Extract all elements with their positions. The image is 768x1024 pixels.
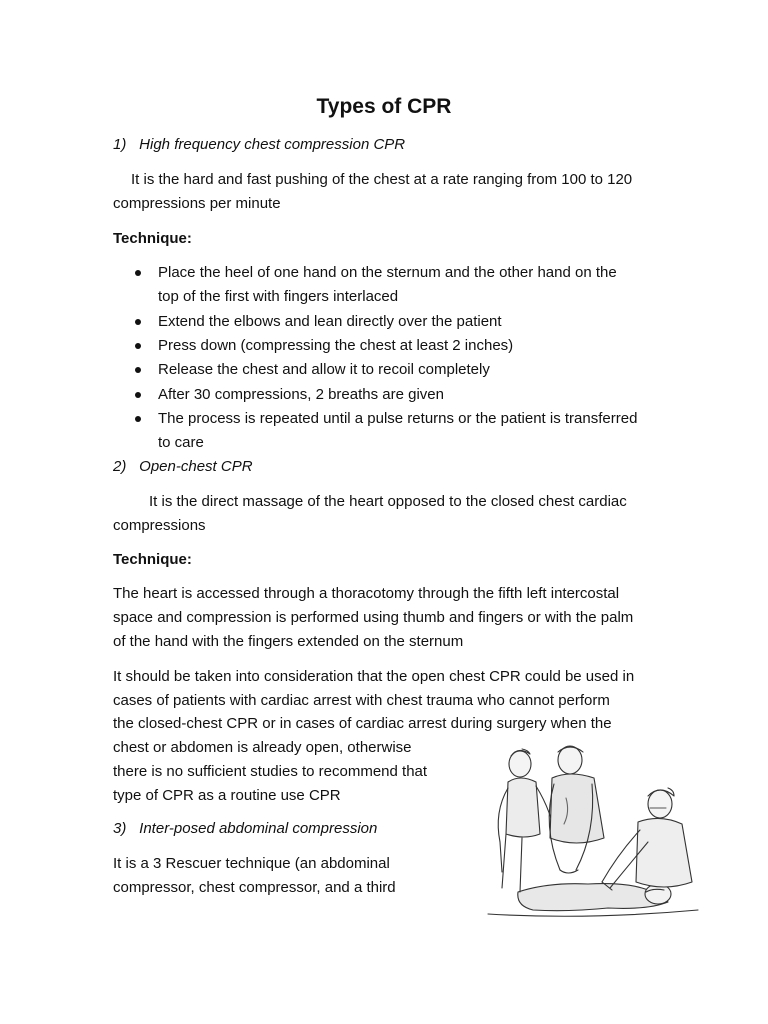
bullet-3-line-1: Press down (compressing the chest at least 2 inches) — [158, 337, 514, 354]
section-3-para-line-1: It is a 3 Rescuer technique (an abdominal — [113, 855, 390, 872]
section-2-para-line-2: compressions — [113, 517, 206, 534]
section-2-consideration-line-5: there is no sufficient studies to recommend that — [113, 763, 428, 780]
section-2-consideration-line-4: chest or abdomen is already open, otherwise — [113, 739, 412, 756]
section-2-technique-label: Technique: — [113, 551, 192, 568]
section-2-consideration-line-6: type of CPR as a routine use CPR — [113, 787, 341, 804]
section-1-heading — [113, 136, 405, 153]
section-2-consideration-line-2: cases of patients with cardiac arrest with chest trauma who cannot perform — [113, 692, 610, 709]
bullet-4-line-1: Release the chest and allow it to recoil completely — [158, 361, 490, 378]
bullet-icon — [135, 343, 141, 349]
section-3-number: 3) — [113, 820, 127, 837]
section-2-heading — [113, 458, 253, 475]
section-2-consideration-line-1: It should be taken into consideration that the open chest CPR could be used in — [113, 668, 635, 685]
bullet-2-line-1: Extend the elbows and lean directly over the patient — [158, 313, 502, 330]
section-1-technique-label: Technique: — [113, 230, 192, 247]
section-2-para-line-1: It is the direct massage of the heart opposed to the closed chest cardiac — [149, 493, 627, 510]
section-3-title: Inter-posed abdominal compression — [139, 820, 378, 837]
bullet-6-line-2: to care — [158, 434, 204, 451]
section-1-title: High frequency chest compression CPR — [139, 136, 406, 153]
section-2-number: 2) — [113, 458, 127, 475]
section-3-heading — [113, 820, 377, 837]
cpr-three-rescuers-illustration-icon — [478, 742, 704, 930]
section-3-para-line-2: compressor, chest compressor, and a third — [113, 879, 396, 896]
section-2-title: Open-chest CPR — [139, 458, 253, 475]
bullet-icon — [135, 270, 141, 276]
bullet-icon — [135, 367, 141, 373]
bullet-icon — [135, 319, 141, 325]
page-title: Types of CPR — [316, 95, 452, 118]
bullet-5-line-1: After 30 compressions, 2 breaths are given — [158, 386, 444, 403]
section-1-number: 1) — [113, 136, 127, 153]
bullet-icon — [135, 416, 141, 422]
bullet-1-line-1: Place the heel of one hand on the sternum and the other hand on the — [158, 264, 617, 281]
section-2-technique-line-3: of the hand with the fingers extended on the sternum — [113, 633, 464, 650]
section-2-consideration-line-3: the closed-chest CPR or in cases of cardiac arrest during surgery when the — [113, 715, 612, 732]
section-1-para-line-2: compressions per minute — [113, 195, 281, 212]
bullet-icon — [135, 392, 141, 398]
section-1-para-line-1: It is the hard and fast pushing of the chest at a rate ranging from 100 to 120 — [131, 171, 633, 188]
bullet-6-line-1: The process is repeated until a pulse returns or the patient is transferred — [158, 410, 638, 427]
section-2-technique-line-2: space and compression is performed using thumb and fingers or with the palm — [113, 609, 634, 626]
section-2-technique-line-1: The heart is accessed through a thoracotomy through the fifth left intercostal — [113, 585, 620, 602]
bullet-1-line-2: top of the first with fingers interlaced — [158, 288, 399, 305]
